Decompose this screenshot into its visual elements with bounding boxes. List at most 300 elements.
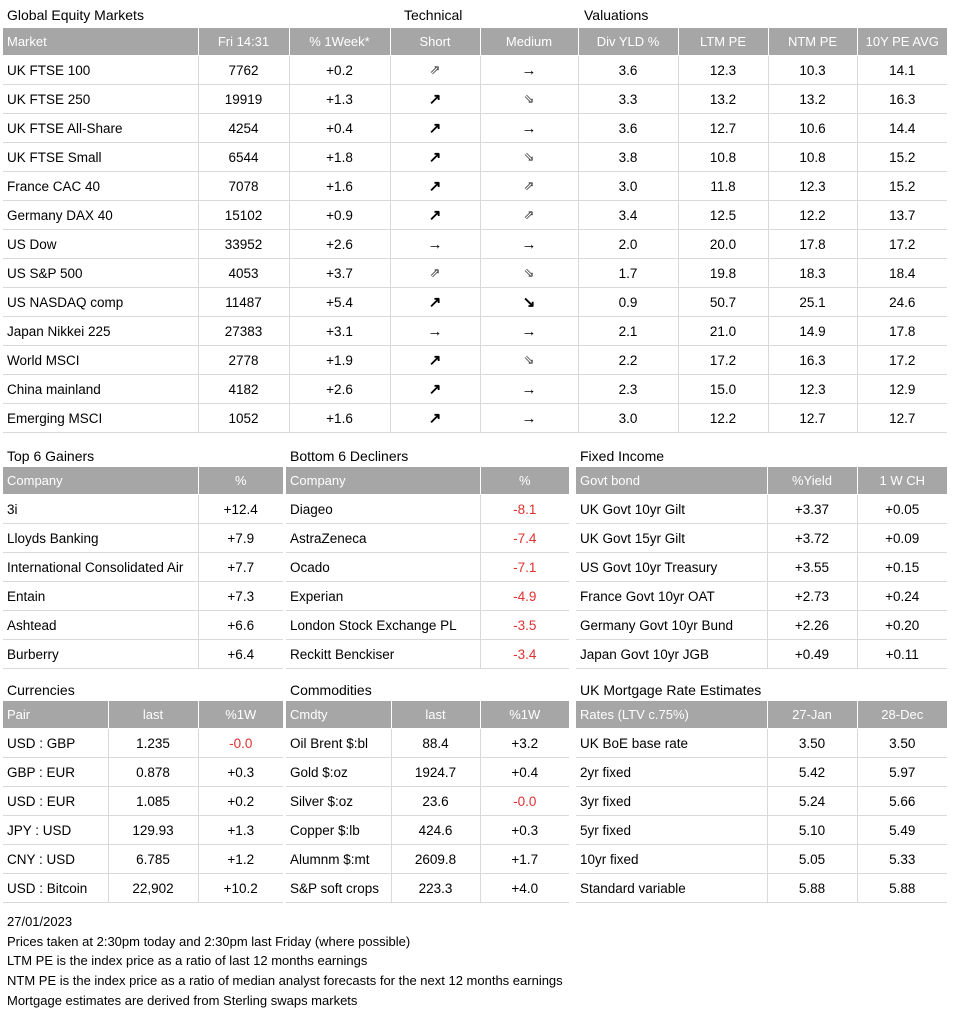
trend-right-icon: → [480,114,578,143]
gainers-cell: +6.6 [198,611,283,640]
decliners-cell: -7.1 [480,553,569,582]
equity-cell-div: 2.3 [578,375,678,404]
fixed-header-cell: 1 W CH [857,467,947,495]
commodities-header-cell: Cmdty [286,701,391,729]
commodities-cell: -0.0 [480,787,569,816]
decliners-cell: Ocado [286,553,480,582]
equity-cell-week: +1.6 [289,172,390,201]
mortgage-cell: 5.24 [767,787,857,816]
gainers-cell: Lloyds Banking [3,524,198,553]
currencies-cell: USD : Bitcoin [3,874,108,903]
equity-cell-week: +0.4 [289,114,390,143]
trend-up-icon: ↗ [390,172,480,201]
gainers-cell: +7.7 [198,553,283,582]
gainers-title: Top 6 Gainers [7,448,95,464]
note-prices: Prices taken at 2:30pm today and 2:30pm last Friday (where possible) [7,933,411,949]
equity-cell-market: Emerging MSCI [3,404,198,433]
equity-cell-avg: 12.7 [857,404,947,433]
trend-down-hollow-icon: ⇘ [480,346,578,375]
commodities-cell: +0.3 [480,816,569,845]
gainers-row [3,582,283,611]
equity-cell-ntm: 12.3 [768,375,857,404]
trend-right-icon: → [480,375,578,404]
mortgage-title: UK Mortgage Rate Estimates [580,682,762,698]
commodities-cell: 2609.8 [391,845,480,874]
currencies-cell: +0.2 [198,787,283,816]
trend-up-icon: ↗ [390,404,480,433]
currencies-cell: +1.2 [198,845,283,874]
fixed-cell: Germany Govt 10yr Bund [576,611,767,640]
fixed-cell: +0.11 [857,640,947,669]
mortgage-row [576,874,947,903]
currencies-table [3,701,283,903]
currencies-row [3,845,283,874]
equity-cell-week: +3.1 [289,317,390,346]
mortgage-cell: 3.50 [767,729,857,758]
trend-down-icon: ↘ [480,288,578,317]
equity-row [3,288,947,317]
equity-header-cell: NTM PE [768,28,857,56]
gainers-header-cell: % [198,467,283,495]
equity-header-cell: LTM PE [678,28,768,56]
currencies-cell: +10.2 [198,874,283,903]
commodities-row [286,845,569,874]
fixed-cell: +0.24 [857,582,947,611]
equity-cell-ntm: 17.8 [768,230,857,259]
trend-up-icon: ↗ [390,143,480,172]
equity-cell-ntm: 12.3 [768,172,857,201]
mortgage-cell: Standard variable [576,874,767,903]
trend-right-icon: → [390,317,480,346]
note-ltm: LTM PE is the index price as a ratio of last 12 months earnings [7,953,368,969]
mortgage-row [576,787,947,816]
equity-cell-avg: 17.8 [857,317,947,346]
decliners-cell: Diageo [286,495,480,524]
mortgage-row [576,845,947,874]
mortgage-cell: 5.88 [767,874,857,903]
decliners-header-cell: % [480,467,569,495]
equity-cell-avg: 24.6 [857,288,947,317]
equity-cell-market: US Dow [3,230,198,259]
equity-row [3,143,947,172]
trend-down-hollow-icon: ⇘ [480,85,578,114]
fixed-header-cell: Govt bond [576,467,767,495]
gainers-row [3,640,283,669]
mortgage-cell: 2yr fixed [576,758,767,787]
equity-cell-week: +3.7 [289,259,390,288]
equity-table [3,28,947,433]
fixed-income-table [576,467,947,669]
equity-cell-price: 11487 [198,288,289,317]
commodities-cell: 223.3 [391,874,480,903]
mortgage-cell: UK BoE base rate [576,729,767,758]
fixed-cell: +3.72 [767,524,857,553]
gainers-cell: Burberry [3,640,198,669]
gainers-cell: 3i [3,495,198,524]
trend-up-icon: ↗ [390,346,480,375]
equity-cell-div: 2.2 [578,346,678,375]
fixed-row [576,553,947,582]
equity-cell-ntm: 10.6 [768,114,857,143]
trend-down-hollow-icon: ⇘ [480,259,578,288]
mortgage-cell: 5.97 [857,758,947,787]
equity-cell-week: +1.8 [289,143,390,172]
decliners-title: Bottom 6 Decliners [290,448,409,464]
decliners-cell: -4.9 [480,582,569,611]
equity-cell-div: 3.0 [578,404,678,433]
currencies-row [3,758,283,787]
fixed-cell: UK Govt 15yr Gilt [576,524,767,553]
equity-cell-avg: 13.7 [857,201,947,230]
equity-header-cell: Medium [480,28,578,56]
decliners-row [286,553,569,582]
decliners-cell: Reckitt Benckiser [286,640,480,669]
equity-row [3,172,947,201]
gainers-cell: +12.4 [198,495,283,524]
trend-right-icon: → [480,317,578,346]
equity-cell-ltm: 12.2 [678,404,768,433]
equity-cell-avg: 18.4 [857,259,947,288]
equity-row [3,346,947,375]
mortgage-cell: 5.49 [857,816,947,845]
gainers-cell: Ashtead [3,611,198,640]
fixed-cell: +3.37 [767,495,857,524]
equity-cell-div: 3.4 [578,201,678,230]
note-ntm: NTM PE is the index price as a ratio of median analyst forecasts for the next 12 months earnings [7,973,563,989]
equity-cell-week: +1.3 [289,85,390,114]
equity-cell-ntm: 10.3 [768,56,857,85]
equity-cell-price: 19919 [198,85,289,114]
trend-right-icon: → [480,56,578,85]
currencies-cell: USD : EUR [3,787,108,816]
currencies-cell: GBP : EUR [3,758,108,787]
gainers-row [3,553,283,582]
equity-row [3,404,947,433]
decliners-cell: -3.4 [480,640,569,669]
mortgage-row [576,758,947,787]
gainers-row [3,495,283,524]
equity-cell-week: +1.9 [289,346,390,375]
equity-cell-week: +5.4 [289,288,390,317]
trend-up-hollow-icon: ⇗ [390,56,480,85]
gainers-table [3,467,283,669]
fixed-row [576,524,947,553]
equity-cell-week: +2.6 [289,375,390,404]
equity-cell-price: 7762 [198,56,289,85]
equity-cell-ltm: 12.5 [678,201,768,230]
equity-cell-div: 2.1 [578,317,678,346]
equity-cell-week: +1.6 [289,404,390,433]
trend-up-icon: ↗ [390,85,480,114]
currencies-cell: 22,902 [108,874,198,903]
commodities-row [286,758,569,787]
equity-cell-ntm: 12.2 [768,201,857,230]
equity-cell-div: 3.6 [578,56,678,85]
gainers-cell: Entain [3,582,198,611]
equity-header-cell: Short [390,28,480,56]
equity-cell-ntm: 16.3 [768,346,857,375]
decliners-cell: London Stock Exchange PL [286,611,480,640]
currencies-cell: +1.3 [198,816,283,845]
equity-header-cell: % 1Week* [289,28,390,56]
fixed-cell: +2.26 [767,611,857,640]
currencies-cell: 129.93 [108,816,198,845]
gainers-cell: +7.3 [198,582,283,611]
currencies-cell: 1.235 [108,729,198,758]
fixed-income-title: Fixed Income [580,448,665,464]
currencies-cell: +0.3 [198,758,283,787]
equity-cell-ltm: 13.2 [678,85,768,114]
commodities-row [286,787,569,816]
commodities-cell: S&P soft crops [286,874,391,903]
trend-up-hollow-icon: ⇗ [480,172,578,201]
fixed-cell: +2.73 [767,582,857,611]
equity-cell-ltm: 19.8 [678,259,768,288]
fixed-row [576,611,947,640]
equity-cell-price: 4254 [198,114,289,143]
equity-cell-avg: 16.3 [857,85,947,114]
mortgage-cell: 5.33 [857,845,947,874]
mortgage-row [576,816,947,845]
commodities-row [286,729,569,758]
equity-cell-div: 3.6 [578,114,678,143]
mortgage-cell: 5.66 [857,787,947,816]
commodities-cell: Copper $:lb [286,816,391,845]
decliners-row [286,582,569,611]
equity-row [3,375,947,404]
commodities-row [286,874,569,903]
equity-cell-price: 33952 [198,230,289,259]
trend-right-icon: → [480,230,578,259]
currencies-row [3,729,283,758]
commodities-cell: +1.7 [480,845,569,874]
decliners-row [286,640,569,669]
commodities-cell: +0.4 [480,758,569,787]
equity-cell-ltm: 12.7 [678,114,768,143]
fixed-row [576,640,947,669]
equity-cell-price: 27383 [198,317,289,346]
mortgage-row [576,729,947,758]
mortgage-cell: 3yr fixed [576,787,767,816]
commodities-header-cell: %1W [480,701,569,729]
equity-cell-price: 7078 [198,172,289,201]
gainers-cell: International Consolidated Air [3,553,198,582]
equity-row [3,259,947,288]
currencies-cell: 1.085 [108,787,198,816]
commodities-cell: 1924.7 [391,758,480,787]
mortgage-cell: 10yr fixed [576,845,767,874]
decliners-row [286,611,569,640]
equity-cell-ltm: 17.2 [678,346,768,375]
currencies-cell: CNY : USD [3,845,108,874]
equity-row [3,201,947,230]
mortgage-cell: 5.88 [857,874,947,903]
equity-header-cell: Market [3,28,198,56]
commodities-cell: Gold $:oz [286,758,391,787]
fixed-cell: +0.09 [857,524,947,553]
equity-cell-div: 3.8 [578,143,678,172]
trend-right-icon: → [390,230,480,259]
equity-row [3,230,947,259]
gainers-row [3,524,283,553]
equity-cell-ltm: 10.8 [678,143,768,172]
fixed-cell: US Govt 10yr Treasury [576,553,767,582]
equity-cell-avg: 17.2 [857,346,947,375]
fixed-cell: UK Govt 10yr Gilt [576,495,767,524]
fixed-cell: +3.55 [767,553,857,582]
equity-cell-ntm: 10.8 [768,143,857,172]
equity-cell-week: +0.2 [289,56,390,85]
currencies-row [3,816,283,845]
note-date: 27/01/2023 [7,914,73,929]
decliners-cell: -8.1 [480,495,569,524]
technical-title: Technical [404,7,463,23]
equity-header-cell: Div YLD % [578,28,678,56]
trend-up-icon: ↗ [390,288,480,317]
gainers-cell: +7.9 [198,524,283,553]
equity-cell-price: 2778 [198,346,289,375]
currencies-title: Currencies [7,682,75,698]
equity-row [3,317,947,346]
fixed-cell: +0.20 [857,611,947,640]
equity-cell-market: US NASDAQ comp [3,288,198,317]
equity-cell-avg: 17.2 [857,230,947,259]
equity-cell-ntm: 18.3 [768,259,857,288]
equity-cell-avg: 14.4 [857,114,947,143]
equity-cell-avg: 15.2 [857,143,947,172]
currencies-row [3,874,283,903]
mortgage-cell: 5.05 [767,845,857,874]
equity-cell-market: Germany DAX 40 [3,201,198,230]
equity-cell-market: World MSCI [3,346,198,375]
equity-row [3,56,947,85]
mortgage-header-cell: 28-Dec [857,701,947,729]
equity-row [3,114,947,143]
equity-row [3,85,947,114]
currencies-header-cell: Pair [3,701,108,729]
equity-cell-ltm: 20.0 [678,230,768,259]
equity-cell-ltm: 15.0 [678,375,768,404]
equity-cell-div: 2.0 [578,230,678,259]
equity-cell-avg: 12.9 [857,375,947,404]
currencies-cell: 6.785 [108,845,198,874]
currencies-cell: 0.878 [108,758,198,787]
equity-cell-ltm: 50.7 [678,288,768,317]
commodities-row [286,816,569,845]
equity-cell-market: UK FTSE 250 [3,85,198,114]
commodities-cell: Alumnm $:mt [286,845,391,874]
commodities-cell: +3.2 [480,729,569,758]
currencies-cell: USD : GBP [3,729,108,758]
trend-up-icon: ↗ [390,375,480,404]
commodities-cell: Silver $:oz [286,787,391,816]
decliners-table [286,467,569,669]
equity-cell-market: UK FTSE Small [3,143,198,172]
mortgage-header-cell: Rates (LTV c.75%) [576,701,767,729]
equity-cell-market: UK FTSE All-Share [3,114,198,143]
currencies-header-cell: last [108,701,198,729]
commodities-cell: 424.6 [391,816,480,845]
fixed-row [576,495,947,524]
commodities-header-cell: last [391,701,480,729]
decliners-header-cell: Company [286,467,480,495]
fixed-cell: +0.05 [857,495,947,524]
trend-up-icon: ↗ [390,114,480,143]
gainers-header-cell: Company [3,467,198,495]
fixed-header-cell: %Yield [767,467,857,495]
fixed-cell: France Govt 10yr OAT [576,582,767,611]
trend-up-icon: ↗ [390,201,480,230]
equity-cell-ntm: 13.2 [768,85,857,114]
equity-cell-market: Japan Nikkei 225 [3,317,198,346]
equity-cell-market: US S&P 500 [3,259,198,288]
fixed-cell: +0.49 [767,640,857,669]
commodities-table [286,701,569,903]
equity-cell-div: 3.3 [578,85,678,114]
commodities-cell: 23.6 [391,787,480,816]
equity-cell-price: 4053 [198,259,289,288]
fixed-cell: Japan Govt 10yr JGB [576,640,767,669]
equity-cell-ntm: 12.7 [768,404,857,433]
commodities-cell: +4.0 [480,874,569,903]
decliners-cell: AstraZeneca [286,524,480,553]
equity-cell-div: 3.0 [578,172,678,201]
fixed-row [576,582,947,611]
commodities-title: Commodities [290,682,372,698]
mortgage-cell: 5yr fixed [576,816,767,845]
equity-cell-price: 15102 [198,201,289,230]
decliners-cell: -7.4 [480,524,569,553]
equity-cell-div: 0.9 [578,288,678,317]
equity-header-cell: 10Y PE AVG [857,28,947,56]
currencies-cell: -0.0 [198,729,283,758]
trend-right-icon: → [480,404,578,433]
mortgage-cell: 5.10 [767,816,857,845]
note-mortgage: Mortgage estimates are derived from Sterling swaps markets [7,992,358,1008]
currencies-header-cell: %1W [198,701,283,729]
decliners-row [286,495,569,524]
valuations-title: Valuations [584,7,649,23]
trend-up-hollow-icon: ⇗ [480,201,578,230]
equity-cell-week: +0.9 [289,201,390,230]
mortgage-header-cell: 27-Jan [767,701,857,729]
equity-cell-avg: 15.2 [857,172,947,201]
commodities-cell: 88.4 [391,729,480,758]
equity-cell-ntm: 25.1 [768,288,857,317]
fixed-cell: +0.15 [857,553,947,582]
decliners-row [286,524,569,553]
mortgage-table [576,701,947,903]
trend-down-hollow-icon: ⇘ [480,143,578,172]
mortgage-cell: 3.50 [857,729,947,758]
equity-cell-ltm: 21.0 [678,317,768,346]
equity-cell-market: France CAC 40 [3,172,198,201]
mortgage-cell: 5.42 [767,758,857,787]
equity-cell-ltm: 12.3 [678,56,768,85]
equity-cell-ltm: 11.8 [678,172,768,201]
equity-cell-ntm: 14.9 [768,317,857,346]
equity-title: Global Equity Markets [7,7,144,23]
commodities-cell: Oil Brent $:bl [286,729,391,758]
equity-cell-price: 1052 [198,404,289,433]
equity-cell-price: 6544 [198,143,289,172]
currencies-cell: JPY : USD [3,816,108,845]
decliners-cell: -3.5 [480,611,569,640]
equity-cell-market: UK FTSE 100 [3,56,198,85]
gainers-row [3,611,283,640]
currencies-row [3,787,283,816]
trend-up-hollow-icon: ⇗ [390,259,480,288]
